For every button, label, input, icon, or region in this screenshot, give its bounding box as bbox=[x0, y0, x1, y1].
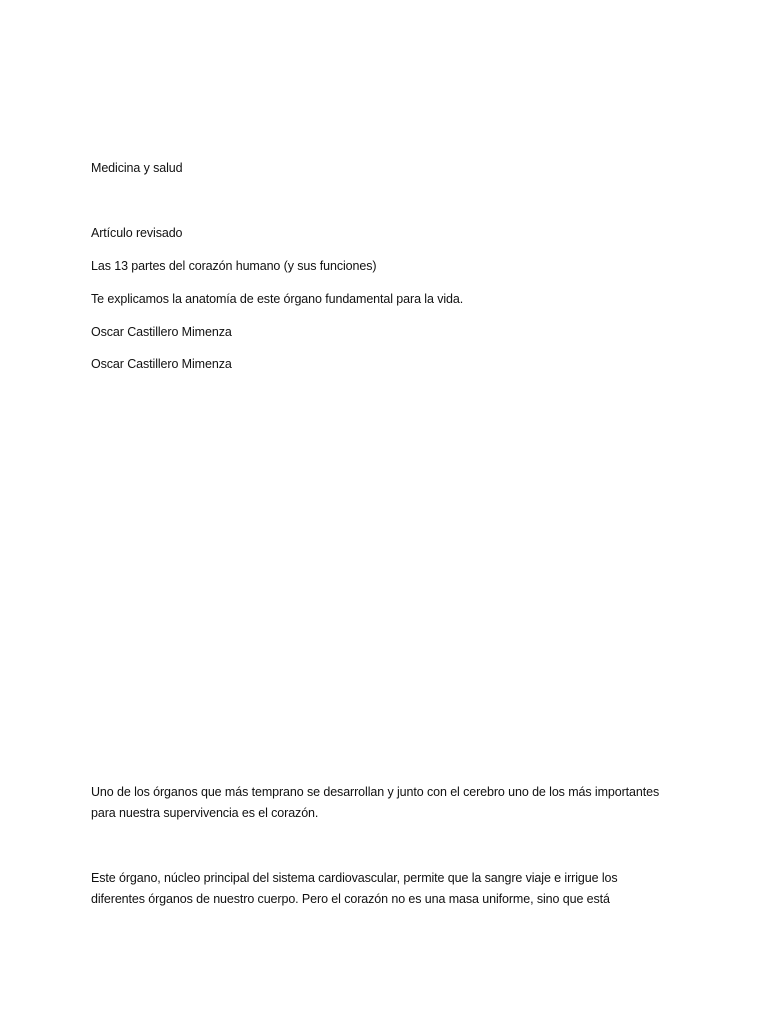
paragraph-intro bbox=[91, 782, 691, 824]
paragraph-line: Este órgano, núcleo principal del sistema cardiovascular, permite que la sangre viaje e irrigue los bbox=[91, 871, 618, 885]
paragraph-body bbox=[91, 868, 691, 910]
article-subtitle: Te explicamos la anatomía de este órgano fundamental para la vida. bbox=[91, 292, 464, 306]
author-name: Oscar Castillero Mimenza bbox=[91, 325, 232, 339]
review-label: Artículo revisado bbox=[91, 226, 183, 240]
paragraph-line: para nuestra supervivencia es el corazón. bbox=[91, 806, 319, 820]
article-title: Las 13 partes del corazón humano (y sus funciones) bbox=[91, 259, 377, 273]
category-label: Medicina y salud bbox=[91, 161, 183, 175]
paragraph-line: diferentes órganos de nuestro cuerpo. Pero el corazón no es una masa uniforme, sino que está bbox=[91, 892, 610, 906]
author-name-repeat: Oscar Castillero Mimenza bbox=[91, 357, 232, 371]
paragraph-line: Uno de los órganos que más temprano se desarrollan y junto con el cerebro uno de los más importantes bbox=[91, 785, 660, 799]
